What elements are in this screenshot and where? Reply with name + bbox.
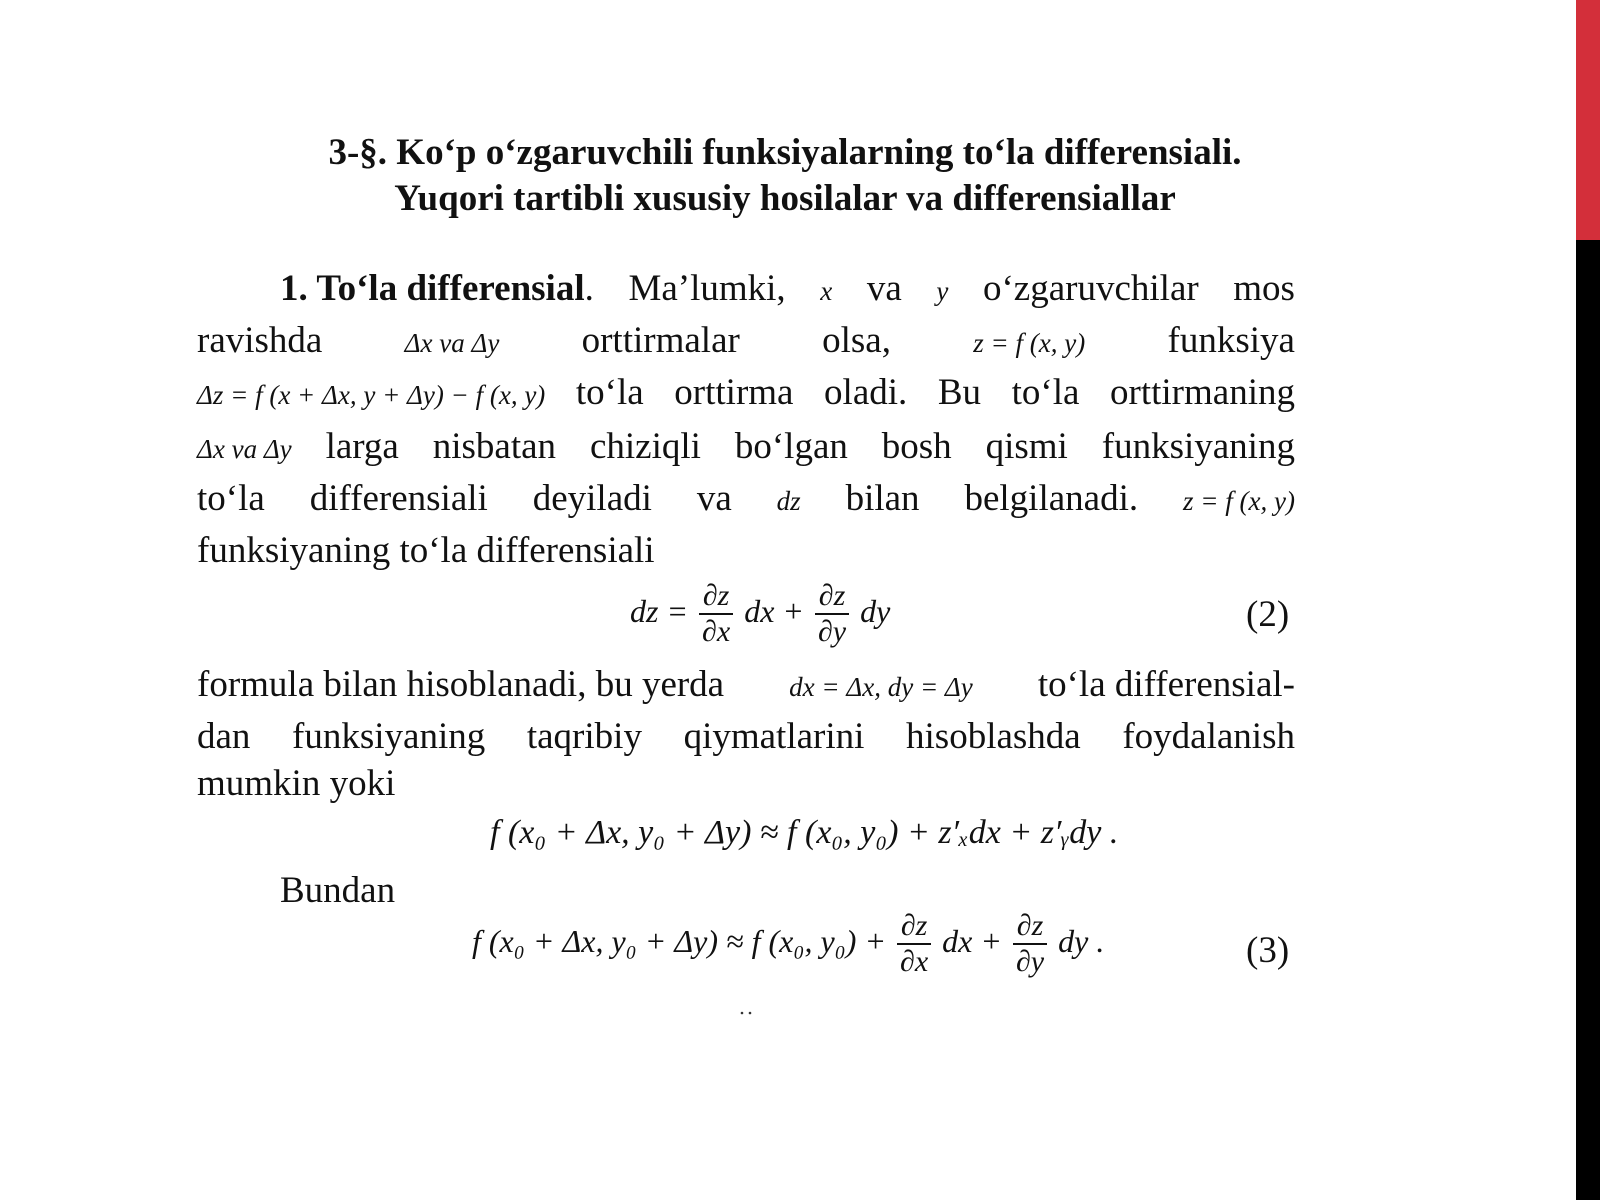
equation-3 bbox=[472, 910, 1104, 977]
word: o‘zgaruvchilar bbox=[982, 268, 1199, 309]
eq3-term2: dy . bbox=[1058, 922, 1105, 959]
word: bilan bbox=[845, 478, 920, 519]
para1-line5 bbox=[197, 480, 1295, 517]
para1-lead: 1. To‘la differensial. bbox=[280, 268, 594, 309]
math-dz: dz bbox=[776, 486, 801, 516]
fraction-dz-dx bbox=[897, 910, 931, 977]
denominator: ∂y bbox=[817, 614, 847, 648]
word: belgilanadi. bbox=[964, 478, 1139, 519]
para1-line6: funksiyaning to‘la differensiali bbox=[197, 530, 655, 571]
word: Ma’lumki, bbox=[628, 268, 786, 309]
word: funksiya bbox=[1167, 320, 1295, 361]
para2-text-b: to‘la differensial- bbox=[1037, 664, 1295, 705]
approximation-equation: f (x₀ + Δx, y₀ + Δy) ≈ f (x₀, y₀) + z′ₓdx + z′ᵧdy . bbox=[490, 814, 1119, 851]
fraction-dz-dx bbox=[699, 580, 733, 647]
section-title-line2: Yuqori tartibli xususiy hosilalar va differensiallar bbox=[394, 178, 1176, 219]
word: chiziqli bbox=[589, 426, 701, 467]
math-total-increment: Δz = f (x + Δx, y + Δy) − f (x, y) bbox=[197, 380, 546, 410]
word: bosh bbox=[881, 426, 952, 467]
word: Bu bbox=[937, 372, 982, 413]
bundan-label: Bundan bbox=[280, 870, 396, 911]
equation-number-2: (2) bbox=[1246, 594, 1290, 635]
para2-text-a: formula bilan hisoblanadi, bu yerda bbox=[197, 664, 725, 705]
word: oladi. bbox=[824, 372, 908, 413]
eq3-term1: dx + bbox=[942, 922, 1002, 959]
eq2-term1: dx + bbox=[744, 592, 804, 629]
math-increments: Δx va Δy bbox=[404, 328, 500, 358]
para2-line3: mumkin yoki bbox=[197, 763, 396, 804]
fraction-dz-dy bbox=[815, 580, 849, 647]
math-dx-dy: dx = Δx, dy = Δy bbox=[789, 672, 973, 702]
word: funksiyaning bbox=[1101, 426, 1295, 467]
word: olsa, bbox=[822, 320, 891, 361]
word: funksiyaning bbox=[292, 716, 486, 757]
word: qismi bbox=[985, 426, 1068, 467]
eq2-term2: dy bbox=[860, 592, 891, 629]
subsection-label: 1. To‘la differensial bbox=[280, 268, 585, 309]
word: qiymatlarini bbox=[683, 716, 865, 757]
word: va bbox=[696, 478, 732, 519]
numerator: ∂z bbox=[699, 580, 733, 615]
para1-line3 bbox=[197, 374, 1295, 411]
word: va bbox=[866, 268, 902, 309]
para1-line4 bbox=[197, 428, 1295, 465]
word: orttirmaning bbox=[1110, 372, 1295, 413]
equation-number-3: (3) bbox=[1246, 930, 1290, 971]
word: larga bbox=[325, 426, 399, 467]
equation-2 bbox=[630, 580, 890, 647]
word: to‘la bbox=[575, 372, 644, 413]
word: hisoblashda bbox=[906, 716, 1081, 757]
denominator: ∂x bbox=[900, 944, 929, 978]
word: ravishda bbox=[197, 320, 323, 361]
math-function-def: z = f (x, y) bbox=[1183, 486, 1295, 516]
word: differensiali bbox=[309, 478, 488, 519]
numerator: ∂z bbox=[1013, 910, 1047, 945]
word: orttirma bbox=[674, 372, 794, 413]
numerator: ∂z bbox=[815, 580, 849, 615]
eq3-lhs: f (x₀ + Δx, y₀ + Δy) ≈ f (x₀, y₀) + bbox=[472, 922, 887, 959]
para1-line1 bbox=[280, 270, 1295, 307]
page-artifact-dots bbox=[738, 1010, 758, 1016]
math-y: y bbox=[936, 276, 949, 306]
word: to‘la bbox=[197, 478, 265, 519]
numerator: ∂z bbox=[897, 910, 931, 945]
word: bo‘lgan bbox=[734, 426, 848, 467]
math-x: x bbox=[820, 276, 833, 306]
para2-line2 bbox=[197, 718, 1295, 755]
section-title-line1: 3-§. Ko‘p o‘zgaruvchili funksiyalarning to‘la differensiali. bbox=[328, 132, 1242, 173]
para2-line1 bbox=[197, 666, 1295, 703]
accent-bar-black bbox=[1576, 240, 1600, 1200]
word: orttirmalar bbox=[581, 320, 740, 361]
para1-line2 bbox=[197, 322, 1295, 359]
word: taqribiy bbox=[526, 716, 642, 757]
word: deyiladi bbox=[532, 478, 652, 519]
fraction-dz-dy bbox=[1013, 910, 1047, 977]
word: dan bbox=[197, 716, 251, 757]
accent-bar-red bbox=[1576, 0, 1600, 240]
math-increments: Δx va Δy bbox=[197, 434, 292, 464]
word: to‘la bbox=[1011, 372, 1080, 413]
word: mos bbox=[1233, 268, 1295, 309]
word: foydalanish bbox=[1122, 716, 1295, 757]
word: nisbatan bbox=[432, 426, 557, 467]
math-function-def: z = f (x, y) bbox=[973, 328, 1086, 358]
denominator: ∂x bbox=[702, 614, 731, 648]
denominator: ∂y bbox=[1015, 944, 1045, 978]
eq2-lhs: dz = bbox=[630, 592, 689, 629]
